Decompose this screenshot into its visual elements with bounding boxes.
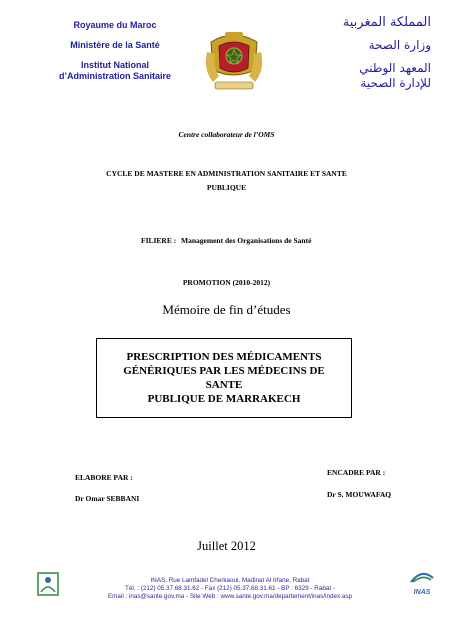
elabore-label: ELABORE PAR : — [75, 473, 133, 482]
inas-right-logo — [407, 570, 437, 596]
date-text: Juillet 2012 — [197, 539, 256, 553]
thesis-title-line3: PUBLIQUE DE MARRAKECH — [147, 393, 301, 405]
inas-swoosh-icon — [409, 570, 435, 584]
footer-line2: Tél. : (212) 05.37.68.31.62 - Fax (212) 05.37.68.31.61 - BP : 6329 - Rabat - — [125, 585, 335, 592]
elabore-name: Dr Omar SEBBANI — [75, 494, 140, 503]
header-right-arabic — [301, 15, 431, 91]
footer-line1: INAS, Rue Lamfadel Cherkaoui, Madinat Al Irfane, Rabat — [150, 577, 310, 584]
inas-logo-text: INAS — [413, 589, 431, 596]
thesis-title-line1: PRESCRIPTION DES MÉDICAMENTS — [126, 351, 322, 363]
footer-address — [60, 577, 400, 601]
arabic-kingdom: المملكة المغربية — [342, 15, 431, 30]
oms-centre-text: Centre collaborateur de l’OMS — [178, 130, 275, 139]
filiere-value: Management des Organisations de Santé — [181, 236, 312, 245]
cycle-title — [0, 167, 453, 195]
institute-line1: Institut National — [81, 60, 149, 70]
ministry-text: Ministère de la Santé — [70, 40, 160, 50]
institute-line2: d’Administration Sanitaire — [58, 71, 172, 81]
arabic-institute-line2: للإدارة الصحية — [360, 76, 431, 90]
arabic-ministry: وزارة الصحة — [368, 38, 431, 52]
footer-line3: Email : inas@sante.gov.ma - Site Web : www.sante.gov.ma/departement/inas/index.asp — [107, 593, 353, 600]
header-left — [40, 20, 190, 82]
encadre-name: Dr S. MOUWAFAQ — [327, 490, 392, 499]
encadre-label: ENCADRE PAR : — [327, 468, 386, 477]
kingdom-text: Royaume du Maroc — [73, 20, 157, 30]
thesis-title-box — [96, 338, 352, 418]
memoire-text: Mémoire de fin d’études — [162, 302, 291, 317]
inas-left-logo — [37, 572, 59, 596]
thesis-title-line2: GÉNÉRIQUES PAR LES MÉDECINS DE SANTE — [123, 365, 325, 391]
coat-of-arms-emblem — [203, 30, 265, 100]
cycle-line2: PUBLIQUE — [206, 183, 247, 192]
filiere-label: FILIERE : — [141, 236, 177, 245]
cycle-line1: CYCLE DE MASTERE EN ADMINISTRATION SANITAIRE ET SANTE — [106, 169, 347, 178]
arabic-institute-line1: المعهد الوطني — [359, 61, 431, 75]
promotion-text: PROMOTION (2010-2012) — [182, 278, 271, 287]
